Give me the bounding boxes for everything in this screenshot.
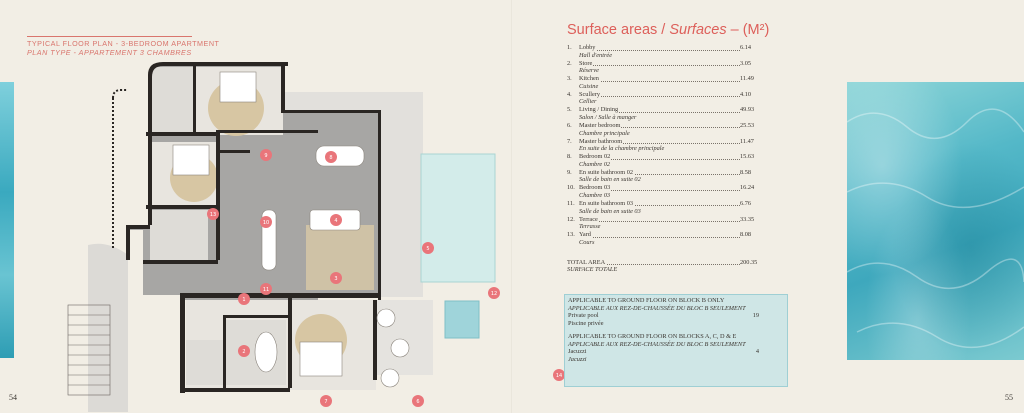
leader-dots [579,96,740,97]
area-row [567,200,772,208]
area-label: Master bedroom [579,121,621,129]
area-label: Bedroom 02 [579,153,611,161]
area-row [567,153,772,161]
area-row [567,75,772,83]
caption-english: TYPICAL FLOOR PLAN - 3-BEDROOM APARTMENT [27,39,220,48]
area-value: 49.93 [740,106,772,114]
leader-dots [579,81,740,82]
label-5: 5 [426,246,430,252]
private-pool-row [568,312,784,320]
area-label: Lobby [579,44,596,51]
area-number: 5. [567,106,572,114]
area-value: 25.53 [740,122,772,130]
total-area-row [567,259,772,267]
jacuzzi-row [568,348,784,356]
area-row [567,91,772,99]
area-value: 3.05 [740,60,772,68]
area-label-fr: Salle de bain en suite 02 [579,176,641,184]
area-label-fr: Chambre 02 [579,160,611,168]
label-7: 7 [324,399,328,405]
area-number: 4. [567,90,572,98]
area-label: Kitchen [579,75,599,83]
area-value: 33.35 [740,216,772,224]
private-pool-label: Private pool [568,312,599,319]
ground-floor-notes [564,294,788,387]
area-value: 6.14 [740,44,772,52]
caption-french: PLAN TYPE - APPARTEMENT 3 CHAMBRES [27,48,192,57]
area-label-fr: Terrasse [579,223,601,231]
label-2: 2 [242,349,246,355]
area-label-fr: Cours [579,238,595,246]
total-area-label: TOTAL AREA [567,258,606,266]
area-label-fr: Cuisine [579,82,599,90]
area-label-fr: En suite de la chambre principale [579,145,665,153]
area-value: 11.49 [740,75,772,83]
area-value: 8.08 [740,231,772,239]
pool-photo-left [0,82,14,358]
area-label: Store [579,59,593,67]
leader-dots [579,237,740,238]
jacuzzi-value: 4 [755,348,759,355]
area-row [567,106,772,114]
area-label: En suite bathroom 03 [579,199,634,207]
label-13: 13 [209,212,217,218]
area-number: 13. [567,231,575,239]
area-label-fr: Cellier [579,98,597,106]
page-number-right: 55 [1005,393,1013,402]
area-number: 7. [567,137,572,145]
label-9: 9 [264,153,268,159]
surface-areas-title [567,22,769,38]
private-pool-label-fr: Piscine privée [568,319,604,327]
area-label-fr: Salon / Salle à manger [579,113,637,121]
label-3: 3 [334,276,338,282]
blocks-heading: APPLICABLE TO GROUND FLOOR ON BLOCKS A, C, D & E [568,333,737,340]
area-number: 6. [567,121,572,129]
area-row [567,184,772,192]
leader-dots [579,65,740,66]
label-4: 4 [334,218,338,224]
area-value: 11.47 [740,138,772,146]
blocks-heading-fr: APPLICABLE AUX REZ-DE-CHAUSSÉE DU BLOC B SEULEMENT [568,340,746,348]
area-label: Living / Dining [579,106,619,114]
area-number: 10. [567,184,575,192]
caption-rule [27,36,192,37]
area-row [567,231,772,239]
leader-dots [579,221,740,222]
area-value: 15.63 [740,153,772,161]
area-row [567,44,772,52]
area-row [567,169,772,177]
area-label: Scullery [579,90,600,98]
area-number: 2. [567,59,572,67]
leader-dots [579,50,740,51]
pool-photo-right [847,82,1024,360]
area-number: 3. [567,75,572,83]
area-label: Yard [579,231,591,239]
total-area-label-fr: SURFACE TOTALE [567,266,618,274]
area-value: 16.24 [740,184,772,192]
title-french: Surfaces [669,22,727,38]
private-pool-value: 19 [752,312,759,319]
area-label-fr: Réserve [579,67,599,75]
area-label: Master bathroom [579,137,623,145]
area-label: Terrace [579,215,598,223]
block-b-heading-fr: APPLICABLE AUX REZ-DE-CHAUSSÉE DU BLOC B SEULEMENT [568,304,746,312]
area-row [567,60,772,68]
total-area-value: 200.35 [740,259,772,267]
jacuzzi-label: Jacuzzi [568,348,587,355]
block-b-heading: APPLICABLE TO GROUND FLOOR ON BLOCK B ONLY [568,297,725,304]
title-unit: – (M²) [730,22,770,38]
area-value: 8.58 [740,169,772,177]
area-label-fr: Chambre 03 [579,191,611,199]
area-number: 9. [567,168,572,176]
label-11: 11 [262,287,270,293]
area-label: En suite bathroom 02 [579,168,634,176]
page-number-left: 54 [9,393,17,402]
area-value: 6.76 [740,200,772,208]
area-number: 11. [567,199,575,207]
page-gutter [511,0,513,413]
label-8: 8 [329,155,333,161]
area-number: 1. [567,44,572,51]
area-label: Bedroom 03 [579,184,611,192]
area-value: 4.10 [740,91,772,99]
surface-areas-list [567,44,772,274]
area-label-fr: Hall d'entrée [579,51,612,59]
area-row [567,216,772,224]
floor-plan [88,50,563,412]
label-10: 10 [262,220,270,226]
area-number: 12. [567,215,575,223]
label-12: 12 [490,291,498,297]
jacuzzi-label-fr: Jacuzzi [568,355,587,363]
area-label-fr: Chambre principale [579,129,630,137]
title-english: Surface areas / [567,22,666,38]
area-row [567,122,772,130]
area-label-fr: Salle de bain en suite 03 [579,207,641,215]
area-row [567,138,772,146]
label-1: 1 [242,297,246,303]
area-number: 8. [567,153,572,161]
label-6: 6 [416,399,420,405]
label-14: 14 [555,373,563,379]
